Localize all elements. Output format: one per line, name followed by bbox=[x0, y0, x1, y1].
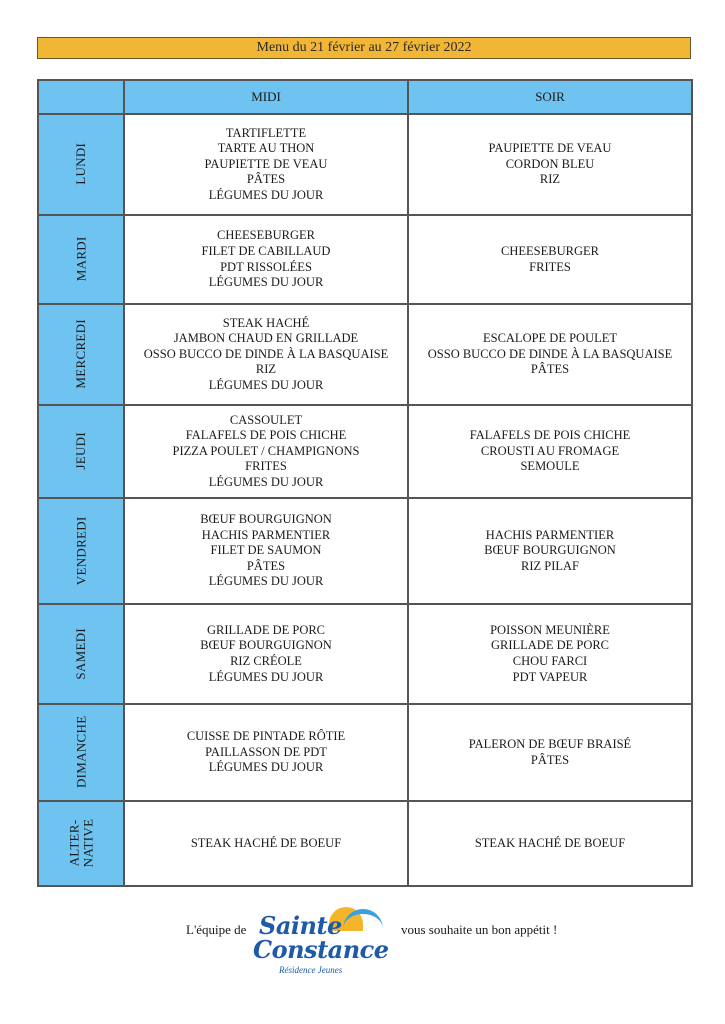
dish-item: RIZ PILAF bbox=[521, 558, 579, 573]
menu-cell-midi bbox=[124, 114, 408, 215]
menu-cell-midi bbox=[124, 498, 408, 604]
day-row bbox=[38, 801, 692, 886]
logo-line2: Constance bbox=[253, 935, 389, 964]
menu-cell-soir bbox=[408, 498, 692, 604]
dish-item: PÂTES bbox=[246, 172, 286, 187]
day-row bbox=[38, 304, 692, 405]
day-label: DIMANCHE bbox=[73, 715, 89, 789]
day-label-cell bbox=[38, 704, 124, 801]
dish-item: FRITES bbox=[529, 259, 571, 274]
footer-right-text: vous souhaite un bon appétit ! bbox=[401, 922, 558, 937]
dish-item: FILET DE SAUMON bbox=[210, 543, 322, 558]
dish-item: STEAK HACHÉ bbox=[222, 315, 310, 330]
dish-item: STEAK HACHÉ DE BOEUF bbox=[190, 835, 342, 850]
dish-item: GRILLADE DE PORC bbox=[206, 622, 326, 637]
dish-item: OSSO BUCCO DE DINDE À LA BASQUAISE bbox=[427, 346, 673, 361]
dish-item: PAUPIETTE DE VEAU bbox=[204, 156, 328, 171]
dish-item: CHEESEBURGER bbox=[501, 243, 599, 258]
menu-cell-soir bbox=[408, 801, 692, 886]
footer-left-text: L'équipe de bbox=[186, 922, 247, 937]
day-label: JEUDI bbox=[73, 432, 89, 470]
menu-cell-soir bbox=[408, 304, 692, 405]
day-label: SAMEDI bbox=[73, 627, 89, 680]
day-label: ALTER- NATIVE bbox=[66, 818, 95, 868]
menu-cell-soir bbox=[408, 604, 692, 704]
dish-item: FALAFELS DE POIS CHICHE bbox=[185, 428, 347, 443]
day-row bbox=[38, 215, 692, 304]
menu-table bbox=[37, 79, 693, 887]
day-row bbox=[38, 704, 692, 801]
dish-item: LÉGUMES DU JOUR bbox=[208, 275, 324, 290]
dish-item: HACHIS PARMENTIER bbox=[485, 527, 615, 542]
menu-cell-soir bbox=[408, 704, 692, 801]
column-header-soir: SOIR bbox=[408, 80, 692, 114]
dish-item: GRILLADE DE PORC bbox=[490, 638, 610, 653]
dish-item: PIZZA POULET / CHAMPIGNONS bbox=[172, 443, 360, 458]
dish-item: CUISSE DE PINTADE RÔTIE bbox=[186, 729, 346, 744]
dish-item: JAMBON CHAUD EN GRILLADE bbox=[173, 331, 359, 346]
dish-item: POISSON MEUNIÈRE bbox=[490, 622, 610, 637]
dish-item: FILET DE CABILLAUD bbox=[201, 243, 331, 258]
dish-item: CHOU FARCI bbox=[512, 654, 588, 668]
day-label: MERCREDI bbox=[73, 319, 89, 389]
dish-item: CROUSTI AU FROMAGE bbox=[480, 443, 620, 458]
day-label-cell bbox=[38, 114, 124, 215]
menu-cell-midi bbox=[124, 405, 408, 498]
day-label-cell bbox=[38, 801, 124, 886]
day-row bbox=[38, 405, 692, 498]
dish-item: LÉGUMES DU JOUR bbox=[208, 377, 324, 392]
dish-item: PAUPIETTE DE VEAU bbox=[488, 141, 612, 156]
dish-item: LÉGUMES DU JOUR bbox=[208, 760, 324, 775]
dish-item: RIZ bbox=[539, 172, 561, 187]
dish-item: BŒUF BOURGUIGNON bbox=[200, 512, 332, 527]
menu-title: Menu du 21 février au 27 février 2022 bbox=[37, 37, 691, 59]
menu-body bbox=[38, 114, 692, 886]
dish-item: SEMOULE bbox=[520, 459, 580, 474]
dish-item: CHEESEBURGER bbox=[217, 228, 315, 243]
dish-item: PÂTES bbox=[530, 752, 570, 767]
day-label: MARDI bbox=[73, 236, 89, 282]
dish-item: LÉGUMES DU JOUR bbox=[208, 574, 324, 589]
menu-cell-midi bbox=[124, 215, 408, 304]
dish-item: FRITES bbox=[245, 459, 287, 474]
dish-item: HACHIS PARMENTIER bbox=[201, 527, 331, 542]
day-row bbox=[38, 604, 692, 704]
dish-item: PDT RISSOLÉES bbox=[220, 259, 312, 274]
wave-icon bbox=[343, 909, 383, 937]
day-row bbox=[38, 114, 692, 215]
dish-item: STEAK HACHÉ DE BOEUF bbox=[474, 835, 626, 850]
menu-cell-soir bbox=[408, 215, 692, 304]
logo-subtitle: Résidence Jeunes bbox=[279, 965, 343, 975]
dish-item: CORDON BLEU bbox=[505, 156, 595, 171]
dish-item: RIZ CRÉOLE bbox=[230, 654, 302, 668]
dish-item: LÉGUMES DU JOUR bbox=[208, 669, 324, 684]
menu-cell-midi bbox=[124, 304, 408, 405]
column-header-midi: MIDI bbox=[124, 80, 408, 114]
menu-cell-midi bbox=[124, 801, 408, 886]
menu-cell-soir bbox=[408, 405, 692, 498]
day-label-cell bbox=[38, 405, 124, 498]
dish-item: ESCALOPE DE POULET bbox=[482, 331, 618, 346]
dish-item: OSSO BUCCO DE DINDE À LA BASQUAISE bbox=[143, 346, 389, 361]
dish-item: LÉGUMES DU JOUR bbox=[208, 187, 324, 202]
dish-item: PÂTES bbox=[246, 558, 286, 573]
logo-line1: Sainte bbox=[259, 911, 342, 940]
menu-cell-midi bbox=[124, 604, 408, 704]
day-label: VENDREDI bbox=[73, 516, 89, 585]
dish-item: BŒUF BOURGUIGNON bbox=[484, 543, 616, 558]
footer bbox=[0, 905, 725, 985]
dish-item: BŒUF BOURGUIGNON bbox=[200, 638, 332, 653]
dish-item: RIZ bbox=[255, 362, 277, 377]
day-label-cell bbox=[38, 604, 124, 704]
day-label: LUNDI bbox=[73, 143, 89, 185]
dish-item: LÉGUMES DU JOUR bbox=[208, 474, 324, 489]
day-row bbox=[38, 498, 692, 604]
dish-item: PDT VAPEUR bbox=[512, 669, 588, 684]
menu-cell-soir bbox=[408, 114, 692, 215]
day-label-cell bbox=[38, 498, 124, 604]
dish-item: PAILLASSON DE PDT bbox=[205, 744, 327, 759]
day-label-cell bbox=[38, 215, 124, 304]
day-label-cell bbox=[38, 304, 124, 405]
dish-item: TARTE AU THON bbox=[217, 141, 315, 156]
dish-item: PALERON DE BŒUF BRAISÉ bbox=[468, 736, 632, 751]
dish-item: PÂTES bbox=[530, 362, 570, 377]
dish-item: TARTIFLETTE bbox=[225, 125, 307, 140]
corner-cell bbox=[38, 80, 124, 114]
menu-cell-midi bbox=[124, 704, 408, 801]
header-row bbox=[38, 80, 692, 114]
sainte-constance-logo bbox=[253, 905, 399, 983]
dish-item: CASSOULET bbox=[229, 412, 303, 427]
dish-item: FALAFELS DE POIS CHICHE bbox=[469, 428, 631, 443]
